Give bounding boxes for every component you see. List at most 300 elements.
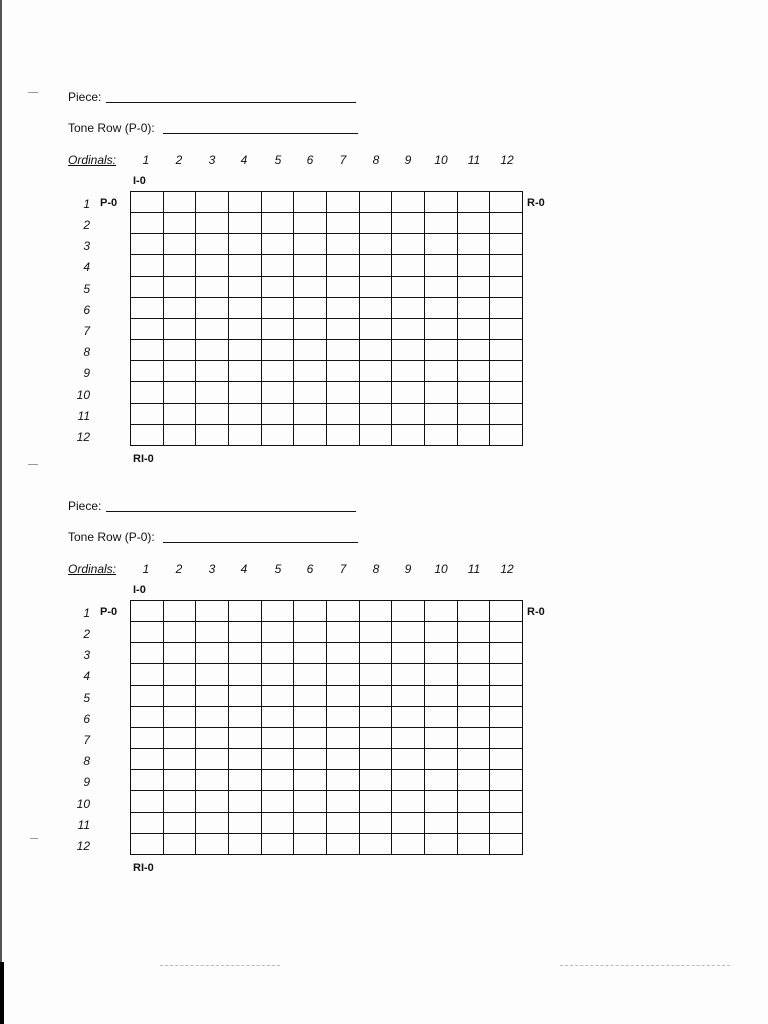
matrix-cell-r10-c11[interactable] xyxy=(458,382,491,403)
matrix-cell-r4-c10[interactable] xyxy=(425,255,458,276)
matrix-cell-r4-c12[interactable] xyxy=(490,255,523,276)
matrix-cell-r6-c4[interactable] xyxy=(229,707,262,728)
matrix-cell-r8-c1[interactable] xyxy=(131,749,164,770)
matrix-cell-r6-c3[interactable] xyxy=(196,298,229,319)
matrix-cell-r3-c1[interactable] xyxy=(131,234,164,255)
matrix-cell-r8-c4[interactable] xyxy=(229,340,262,361)
matrix-cell-r5-c4[interactable] xyxy=(229,686,262,707)
matrix-cell-r7-c10[interactable] xyxy=(425,728,458,749)
matrix-cell-r6-c1[interactable] xyxy=(131,298,164,319)
matrix-cell-r7-c8[interactable] xyxy=(360,728,393,749)
matrix-cell-r8-c12[interactable] xyxy=(490,749,523,770)
matrix-cell-r6-c12[interactable] xyxy=(490,298,523,319)
matrix-cell-r5-c10[interactable] xyxy=(425,686,458,707)
matrix-cell-r10-c7[interactable] xyxy=(327,791,360,812)
matrix-cell-r3-c5[interactable] xyxy=(262,643,295,664)
matrix-cell-r6-c9[interactable] xyxy=(392,707,425,728)
matrix-cell-r9-c10[interactable] xyxy=(425,770,458,791)
matrix-cell-r1-c7[interactable] xyxy=(327,601,360,622)
matrix-cell-r4-c10[interactable] xyxy=(425,664,458,685)
matrix-cell-r12-c5[interactable] xyxy=(262,834,295,855)
matrix-cell-r5-c5[interactable] xyxy=(262,686,295,707)
matrix-cell-r1-c12[interactable] xyxy=(490,601,523,622)
matrix-cell-r5-c12[interactable] xyxy=(490,277,523,298)
matrix-cell-r3-c9[interactable] xyxy=(392,643,425,664)
matrix-cell-r9-c8[interactable] xyxy=(360,770,393,791)
matrix-cell-r8-c5[interactable] xyxy=(262,340,295,361)
ordinals-label: Ordinals: xyxy=(68,153,117,167)
matrix-cell-r3-c2[interactable] xyxy=(164,234,197,255)
matrix-cell-r10-c4[interactable] xyxy=(229,382,262,403)
matrix-cell-r10-c1[interactable] xyxy=(131,791,164,812)
matrix-cell-r1-c12[interactable] xyxy=(490,192,523,213)
matrix-cell-r10-c2[interactable] xyxy=(164,791,197,812)
matrix-cell-r8-c9[interactable] xyxy=(392,340,425,361)
matrix-cell-r6-c2[interactable] xyxy=(164,707,197,728)
row-number-10: 10 xyxy=(76,388,90,402)
matrix-cell-r2-c10[interactable] xyxy=(425,622,458,643)
matrix-cell-r1-c4[interactable] xyxy=(229,601,262,622)
matrix-cell-r9-c2[interactable] xyxy=(164,770,197,791)
matrix-cell-r2-c6[interactable] xyxy=(294,213,327,234)
matrix-cell-r10-c9[interactable] xyxy=(392,791,425,812)
matrix-cell-r1-c10[interactable] xyxy=(425,192,458,213)
matrix-cell-r2-c7[interactable] xyxy=(327,622,360,643)
matrix-cell-r6-c11[interactable] xyxy=(458,298,491,319)
matrix-worksheet-1 xyxy=(0,0,768,465)
matrix-cell-r12-c4[interactable] xyxy=(229,834,262,855)
matrix-cell-r5-c1[interactable] xyxy=(131,686,164,707)
matrix-cell-r6-c11[interactable] xyxy=(458,707,491,728)
matrix-cell-r6-c8[interactable] xyxy=(360,298,393,319)
matrix-cell-r1-c2[interactable] xyxy=(164,601,197,622)
matrix-cell-r3-c4[interactable] xyxy=(229,643,262,664)
matrix-cell-r10-c6[interactable] xyxy=(294,791,327,812)
matrix-cell-r12-c6[interactable] xyxy=(294,834,327,855)
matrix-cell-r5-c7[interactable] xyxy=(327,277,360,298)
ordinal-11: 11 xyxy=(467,153,481,167)
matrix-cell-r11-c4[interactable] xyxy=(229,813,262,834)
matrix-cell-r7-c2[interactable] xyxy=(164,728,197,749)
matrix-cell-r5-c8[interactable] xyxy=(360,277,393,298)
row-number-2: 2 xyxy=(83,218,90,232)
matrix-cell-r10-c9[interactable] xyxy=(392,382,425,403)
matrix-cell-r10-c12[interactable] xyxy=(490,382,523,403)
matrix-cell-r7-c1[interactable] xyxy=(131,728,164,749)
matrix-cell-r10-c3[interactable] xyxy=(196,791,229,812)
matrix-cell-r1-c6[interactable] xyxy=(294,192,327,213)
ordinals-label: Ordinals: xyxy=(68,562,117,576)
matrix-cell-r9-c4[interactable] xyxy=(229,770,262,791)
matrix-cell-r1-c8[interactable] xyxy=(360,192,393,213)
matrix-cell-r3-c6[interactable] xyxy=(294,643,327,664)
matrix-cell-r1-c7[interactable] xyxy=(327,192,360,213)
matrix-cell-r2-c1[interactable] xyxy=(131,622,164,643)
matrix-cell-r9-c5[interactable] xyxy=(262,361,295,382)
matrix-cell-r5-c3[interactable] xyxy=(196,686,229,707)
piece-field[interactable] xyxy=(106,511,356,512)
matrix-cell-r4-c12[interactable] xyxy=(490,664,523,685)
matrix-cell-r5-c10[interactable] xyxy=(425,277,458,298)
matrix-cell-r8-c10[interactable] xyxy=(425,340,458,361)
matrix-cell-r10-c3[interactable] xyxy=(196,382,229,403)
matrix-cell-r6-c10[interactable] xyxy=(425,298,458,319)
ordinal-2: 2 xyxy=(175,562,183,576)
matrix-cell-r1-c4[interactable] xyxy=(229,192,262,213)
matrix-cell-r1-c3[interactable] xyxy=(196,601,229,622)
matrix-cell-r10-c11[interactable] xyxy=(458,791,491,812)
row-number-10: 10 xyxy=(76,797,90,811)
ordinal-3: 3 xyxy=(208,562,216,576)
r-0-label: R-0 xyxy=(527,197,545,209)
row-number-11: 11 xyxy=(77,409,90,423)
matrix-cell-r9-c12[interactable] xyxy=(490,361,523,382)
matrix-cell-r4-c11[interactable] xyxy=(458,664,491,685)
matrix-cell-r7-c10[interactable] xyxy=(425,319,458,340)
matrix-cell-r5-c7[interactable] xyxy=(327,686,360,707)
matrix-cell-r12-c11[interactable] xyxy=(458,834,491,855)
matrix-cell-r3-c3[interactable] xyxy=(196,234,229,255)
matrix-cell-r2-c3[interactable] xyxy=(196,213,229,234)
matrix-cell-r9-c1[interactable] xyxy=(131,770,164,791)
matrix-cell-r9-c12[interactable] xyxy=(490,770,523,791)
matrix-cell-r11-c5[interactable] xyxy=(262,813,295,834)
matrix-cell-r8-c9[interactable] xyxy=(392,749,425,770)
matrix-cell-r4-c5[interactable] xyxy=(262,664,295,685)
matrix-cell-r7-c12[interactable] xyxy=(490,319,523,340)
matrix-cell-r2-c4[interactable] xyxy=(229,213,262,234)
matrix-cell-r11-c8[interactable] xyxy=(360,813,393,834)
matrix-cell-r3-c3[interactable] xyxy=(196,643,229,664)
matrix-cell-r4-c6[interactable] xyxy=(294,664,327,685)
matrix-cell-r6-c8[interactable] xyxy=(360,707,393,728)
matrix-cell-r3-c11[interactable] xyxy=(458,234,491,255)
matrix-cell-r6-c12[interactable] xyxy=(490,707,523,728)
matrix-cell-r11-c6[interactable] xyxy=(294,813,327,834)
row-number-5: 5 xyxy=(83,691,90,705)
matrix-cell-r7-c7[interactable] xyxy=(327,728,360,749)
matrix-cell-r1-c11[interactable] xyxy=(458,192,491,213)
matrix-cell-r4-c5[interactable] xyxy=(262,255,295,276)
matrix-cell-r7-c11[interactable] xyxy=(458,319,491,340)
matrix-cell-r2-c12[interactable] xyxy=(490,213,523,234)
matrix-cell-r6-c2[interactable] xyxy=(164,298,197,319)
matrix-cell-r6-c9[interactable] xyxy=(392,298,425,319)
matrix-cell-r1-c9[interactable] xyxy=(392,601,425,622)
matrix-cell-r6-c3[interactable] xyxy=(196,707,229,728)
r-0-label: R-0 xyxy=(527,606,545,618)
matrix-cell-r8-c3[interactable] xyxy=(196,749,229,770)
matrix-cell-r2-c5[interactable] xyxy=(262,622,295,643)
matrix-cell-r8-c7[interactable] xyxy=(327,749,360,770)
matrix-cell-r9-c3[interactable] xyxy=(196,361,229,382)
matrix-cell-r10-c7[interactable] xyxy=(327,382,360,403)
p-0-label: P-0 xyxy=(100,606,118,618)
matrix-cell-r3-c5[interactable] xyxy=(262,234,295,255)
row-number-7: 7 xyxy=(83,733,90,747)
matrix-worksheet-2 xyxy=(0,409,768,874)
matrix-cell-r2-c9[interactable] xyxy=(392,213,425,234)
matrix-cell-r3-c9[interactable] xyxy=(392,234,425,255)
matrix-cell-r5-c5[interactable] xyxy=(262,277,295,298)
matrix-cell-r10-c8[interactable] xyxy=(360,382,393,403)
matrix-cell-r7-c8[interactable] xyxy=(360,319,393,340)
matrix-cell-r2-c2[interactable] xyxy=(164,622,197,643)
matrix-cell-r5-c2[interactable] xyxy=(164,686,197,707)
matrix-cell-r2-c8[interactable] xyxy=(360,213,393,234)
row-number-6: 6 xyxy=(83,303,90,317)
matrix-cell-r2-c8[interactable] xyxy=(360,622,393,643)
matrix-cell-r2-c3[interactable] xyxy=(196,622,229,643)
matrix-cell-r4-c9[interactable] xyxy=(392,664,425,685)
matrix-cell-r4-c1[interactable] xyxy=(131,255,164,276)
matrix-cell-r8-c11[interactable] xyxy=(458,340,491,361)
matrix-cell-r6-c10[interactable] xyxy=(425,707,458,728)
row-number-4: 4 xyxy=(83,260,90,274)
matrix-cell-r11-c9[interactable] xyxy=(392,813,425,834)
row-number-12: 12 xyxy=(76,430,90,444)
matrix-cell-r2-c9[interactable] xyxy=(392,622,425,643)
matrix-cell-r8-c12[interactable] xyxy=(490,340,523,361)
matrix-cell-r1-c2[interactable] xyxy=(164,192,197,213)
matrix-cell-r6-c7[interactable] xyxy=(327,298,360,319)
matrix-cell-r5-c6[interactable] xyxy=(294,277,327,298)
matrix-cell-r3-c6[interactable] xyxy=(294,234,327,255)
matrix-cell-r10-c6[interactable] xyxy=(294,382,327,403)
tone-row-field[interactable] xyxy=(163,133,358,134)
matrix-cell-r7-c9[interactable] xyxy=(392,319,425,340)
matrix-cell-r3-c10[interactable] xyxy=(425,643,458,664)
matrix-cell-r12-c2[interactable] xyxy=(164,834,197,855)
matrix-cell-r4-c3[interactable] xyxy=(196,664,229,685)
matrix-cell-r5-c3[interactable] xyxy=(196,277,229,298)
matrix-cell-r6-c6[interactable] xyxy=(294,707,327,728)
matrix-cell-r3-c8[interactable] xyxy=(360,234,393,255)
matrix-cell-r7-c6[interactable] xyxy=(294,319,327,340)
matrix-cell-r9-c2[interactable] xyxy=(164,361,197,382)
matrix-cell-r6-c5[interactable] xyxy=(262,298,295,319)
matrix-cell-r4-c8[interactable] xyxy=(360,255,393,276)
matrix-cell-r8-c5[interactable] xyxy=(262,749,295,770)
matrix-cell-r11-c11[interactable] xyxy=(458,813,491,834)
matrix-cell-r8-c3[interactable] xyxy=(196,340,229,361)
matrix-cell-r11-c3[interactable] xyxy=(196,813,229,834)
matrix-cell-r7-c7[interactable] xyxy=(327,319,360,340)
matrix-cell-r11-c10[interactable] xyxy=(425,813,458,834)
matrix-cell-r8-c8[interactable] xyxy=(360,749,393,770)
matrix-cell-r7-c2[interactable] xyxy=(164,319,197,340)
matrix-cell-r4-c2[interactable] xyxy=(164,664,197,685)
matrix-cell-r10-c8[interactable] xyxy=(360,791,393,812)
matrix-cell-r9-c11[interactable] xyxy=(458,361,491,382)
matrix-cell-r12-c12[interactable] xyxy=(490,834,523,855)
matrix-cell-r4-c8[interactable] xyxy=(360,664,393,685)
ordinal-9: 9 xyxy=(404,562,412,576)
matrix-cell-r12-c7[interactable] xyxy=(327,834,360,855)
matrix-cell-r10-c4[interactable] xyxy=(229,791,262,812)
matrix-cell-r7-c9[interactable] xyxy=(392,728,425,749)
tone-row-field[interactable] xyxy=(163,542,358,543)
ri-0-label: RI-0 xyxy=(133,453,154,465)
matrix-cell-r1-c1[interactable] xyxy=(131,192,164,213)
matrix-cell-r10-c1[interactable] xyxy=(131,382,164,403)
matrix-cell-r5-c11[interactable] xyxy=(458,277,491,298)
matrix-cell-r6-c1[interactable] xyxy=(131,707,164,728)
matrix-cell-r5-c9[interactable] xyxy=(392,686,425,707)
matrix-cell-r3-c10[interactable] xyxy=(425,234,458,255)
matrix-cell-r8-c2[interactable] xyxy=(164,340,197,361)
matrix-cell-r9-c6[interactable] xyxy=(294,361,327,382)
matrix-cell-r10-c10[interactable] xyxy=(425,382,458,403)
matrix-cell-r4-c6[interactable] xyxy=(294,255,327,276)
ordinal-5: 5 xyxy=(274,562,282,576)
ri-0-label: RI-0 xyxy=(133,862,154,874)
matrix-cell-r8-c4[interactable] xyxy=(229,749,262,770)
matrix-cell-r7-c3[interactable] xyxy=(196,728,229,749)
matrix-cell-r2-c11[interactable] xyxy=(458,213,491,234)
matrix-cell-r4-c11[interactable] xyxy=(458,255,491,276)
matrix-cell-r3-c12[interactable] xyxy=(490,643,523,664)
matrix-cell-r7-c4[interactable] xyxy=(229,728,262,749)
matrix-cell-r9-c11[interactable] xyxy=(458,770,491,791)
row-number-5: 5 xyxy=(83,282,90,296)
matrix-cell-r1-c8[interactable] xyxy=(360,601,393,622)
matrix-cell-r3-c1[interactable] xyxy=(131,643,164,664)
matrix-cell-r7-c6[interactable] xyxy=(294,728,327,749)
matrix-cell-r1-c3[interactable] xyxy=(196,192,229,213)
matrix-cell-r8-c11[interactable] xyxy=(458,749,491,770)
matrix-cell-r12-c1[interactable] xyxy=(131,834,164,855)
matrix-cell-r3-c11[interactable] xyxy=(458,643,491,664)
matrix-cell-r12-c3[interactable] xyxy=(196,834,229,855)
matrix-cell-r1-c10[interactable] xyxy=(425,601,458,622)
matrix-cell-r9-c7[interactable] xyxy=(327,361,360,382)
matrix-cell-r4-c4[interactable] xyxy=(229,664,262,685)
matrix-cell-r4-c4[interactable] xyxy=(229,255,262,276)
matrix-cell-r8-c1[interactable] xyxy=(131,340,164,361)
matrix-cell-r1-c9[interactable] xyxy=(392,192,425,213)
matrix-cell-r6-c7[interactable] xyxy=(327,707,360,728)
matrix-cell-r4-c3[interactable] xyxy=(196,255,229,276)
matrix-cell-r7-c11[interactable] xyxy=(458,728,491,749)
matrix-cell-r10-c5[interactable] xyxy=(262,791,295,812)
matrix-cell-r3-c12[interactable] xyxy=(490,234,523,255)
matrix-cell-r5-c12[interactable] xyxy=(490,686,523,707)
matrix-cell-r2-c10[interactable] xyxy=(425,213,458,234)
matrix-cell-r2-c7[interactable] xyxy=(327,213,360,234)
matrix-cell-r11-c2[interactable] xyxy=(164,813,197,834)
matrix-cell-r5-c4[interactable] xyxy=(229,277,262,298)
matrix-cell-r7-c3[interactable] xyxy=(196,319,229,340)
matrix-cell-r4-c9[interactable] xyxy=(392,255,425,276)
matrix-cell-r8-c8[interactable] xyxy=(360,340,393,361)
matrix-cell-r4-c1[interactable] xyxy=(131,664,164,685)
piece-field[interactable] xyxy=(106,102,356,103)
matrix-cell-r1-c5[interactable] xyxy=(262,192,295,213)
matrix-cell-r2-c4[interactable] xyxy=(229,622,262,643)
matrix-cell-r10-c5[interactable] xyxy=(262,382,295,403)
matrix-cell-r7-c1[interactable] xyxy=(131,319,164,340)
row-number-3: 3 xyxy=(83,648,90,662)
matrix-cell-r8-c10[interactable] xyxy=(425,749,458,770)
matrix-cell-r5-c6[interactable] xyxy=(294,686,327,707)
matrix-cell-r4-c2[interactable] xyxy=(164,255,197,276)
matrix-cell-r7-c5[interactable] xyxy=(262,728,295,749)
matrix-cell-r1-c6[interactable] xyxy=(294,601,327,622)
matrix-cell-r8-c6[interactable] xyxy=(294,340,327,361)
matrix-cell-r5-c1[interactable] xyxy=(131,277,164,298)
matrix-cell-r12-c10[interactable] xyxy=(425,834,458,855)
matrix-cell-r12-c9[interactable] xyxy=(392,834,425,855)
matrix-cell-r3-c7[interactable] xyxy=(327,234,360,255)
matrix-cell-r6-c4[interactable] xyxy=(229,298,262,319)
matrix-cell-r2-c11[interactable] xyxy=(458,622,491,643)
matrix-cell-r2-c6[interactable] xyxy=(294,622,327,643)
matrix-cell-r9-c9[interactable] xyxy=(392,361,425,382)
matrix-cell-r9-c1[interactable] xyxy=(131,361,164,382)
matrix-cell-r8-c6[interactable] xyxy=(294,749,327,770)
ordinal-2: 2 xyxy=(175,153,183,167)
matrix-cell-r6-c6[interactable] xyxy=(294,298,327,319)
matrix-cell-r9-c9[interactable] xyxy=(392,770,425,791)
matrix-cell-r6-c5[interactable] xyxy=(262,707,295,728)
matrix-cell-r9-c3[interactable] xyxy=(196,770,229,791)
matrix-cell-r10-c12[interactable] xyxy=(490,791,523,812)
matrix-cell-r11-c12[interactable] xyxy=(490,813,523,834)
matrix-cell-r1-c11[interactable] xyxy=(458,601,491,622)
matrix-cell-r11-c7[interactable] xyxy=(327,813,360,834)
matrix-cell-r8-c2[interactable] xyxy=(164,749,197,770)
matrix-cell-r5-c2[interactable] xyxy=(164,277,197,298)
i-0-label: I-0 xyxy=(133,175,146,187)
row-number-8: 8 xyxy=(83,754,90,768)
ordinal-12: 12 xyxy=(500,153,514,167)
matrix-cell-r1-c1[interactable] xyxy=(131,601,164,622)
matrix-cell-r7-c5[interactable] xyxy=(262,319,295,340)
matrix-cell-r3-c8[interactable] xyxy=(360,643,393,664)
matrix-cell-r11-c1[interactable] xyxy=(131,813,164,834)
matrix-cell-r10-c2[interactable] xyxy=(164,382,197,403)
tone-row-label: Tone Row (P-0): xyxy=(68,121,155,135)
matrix-cell-r4-c7[interactable] xyxy=(327,255,360,276)
matrix-cell-r9-c6[interactable] xyxy=(294,770,327,791)
matrix-cell-r2-c1[interactable] xyxy=(131,213,164,234)
row-number-8: 8 xyxy=(83,345,90,359)
matrix-cell-r2-c12[interactable] xyxy=(490,622,523,643)
matrix-cell-r2-c5[interactable] xyxy=(262,213,295,234)
matrix-cell-r5-c9[interactable] xyxy=(392,277,425,298)
matrix-cell-r9-c7[interactable] xyxy=(327,770,360,791)
matrix-cell-r9-c5[interactable] xyxy=(262,770,295,791)
matrix-cell-r5-c8[interactable] xyxy=(360,686,393,707)
matrix-cell-r3-c4[interactable] xyxy=(229,234,262,255)
matrix-cell-r7-c4[interactable] xyxy=(229,319,262,340)
matrix-cell-r1-c5[interactable] xyxy=(262,601,295,622)
matrix-cell-r9-c8[interactable] xyxy=(360,361,393,382)
matrix-cell-r4-c7[interactable] xyxy=(327,664,360,685)
matrix-cell-r2-c2[interactable] xyxy=(164,213,197,234)
matrix-cell-r3-c2[interactable] xyxy=(164,643,197,664)
matrix-cell-r5-c11[interactable] xyxy=(458,686,491,707)
matrix-cell-r9-c4[interactable] xyxy=(229,361,262,382)
matrix-cell-r9-c10[interactable] xyxy=(425,361,458,382)
matrix-cell-r10-c10[interactable] xyxy=(425,791,458,812)
matrix-cell-r3-c7[interactable] xyxy=(327,643,360,664)
scan-artifact-dash xyxy=(160,965,280,967)
matrix-cell-r12-c8[interactable] xyxy=(360,834,393,855)
matrix-cell-r8-c7[interactable] xyxy=(327,340,360,361)
matrix-cell-r7-c12[interactable] xyxy=(490,728,523,749)
